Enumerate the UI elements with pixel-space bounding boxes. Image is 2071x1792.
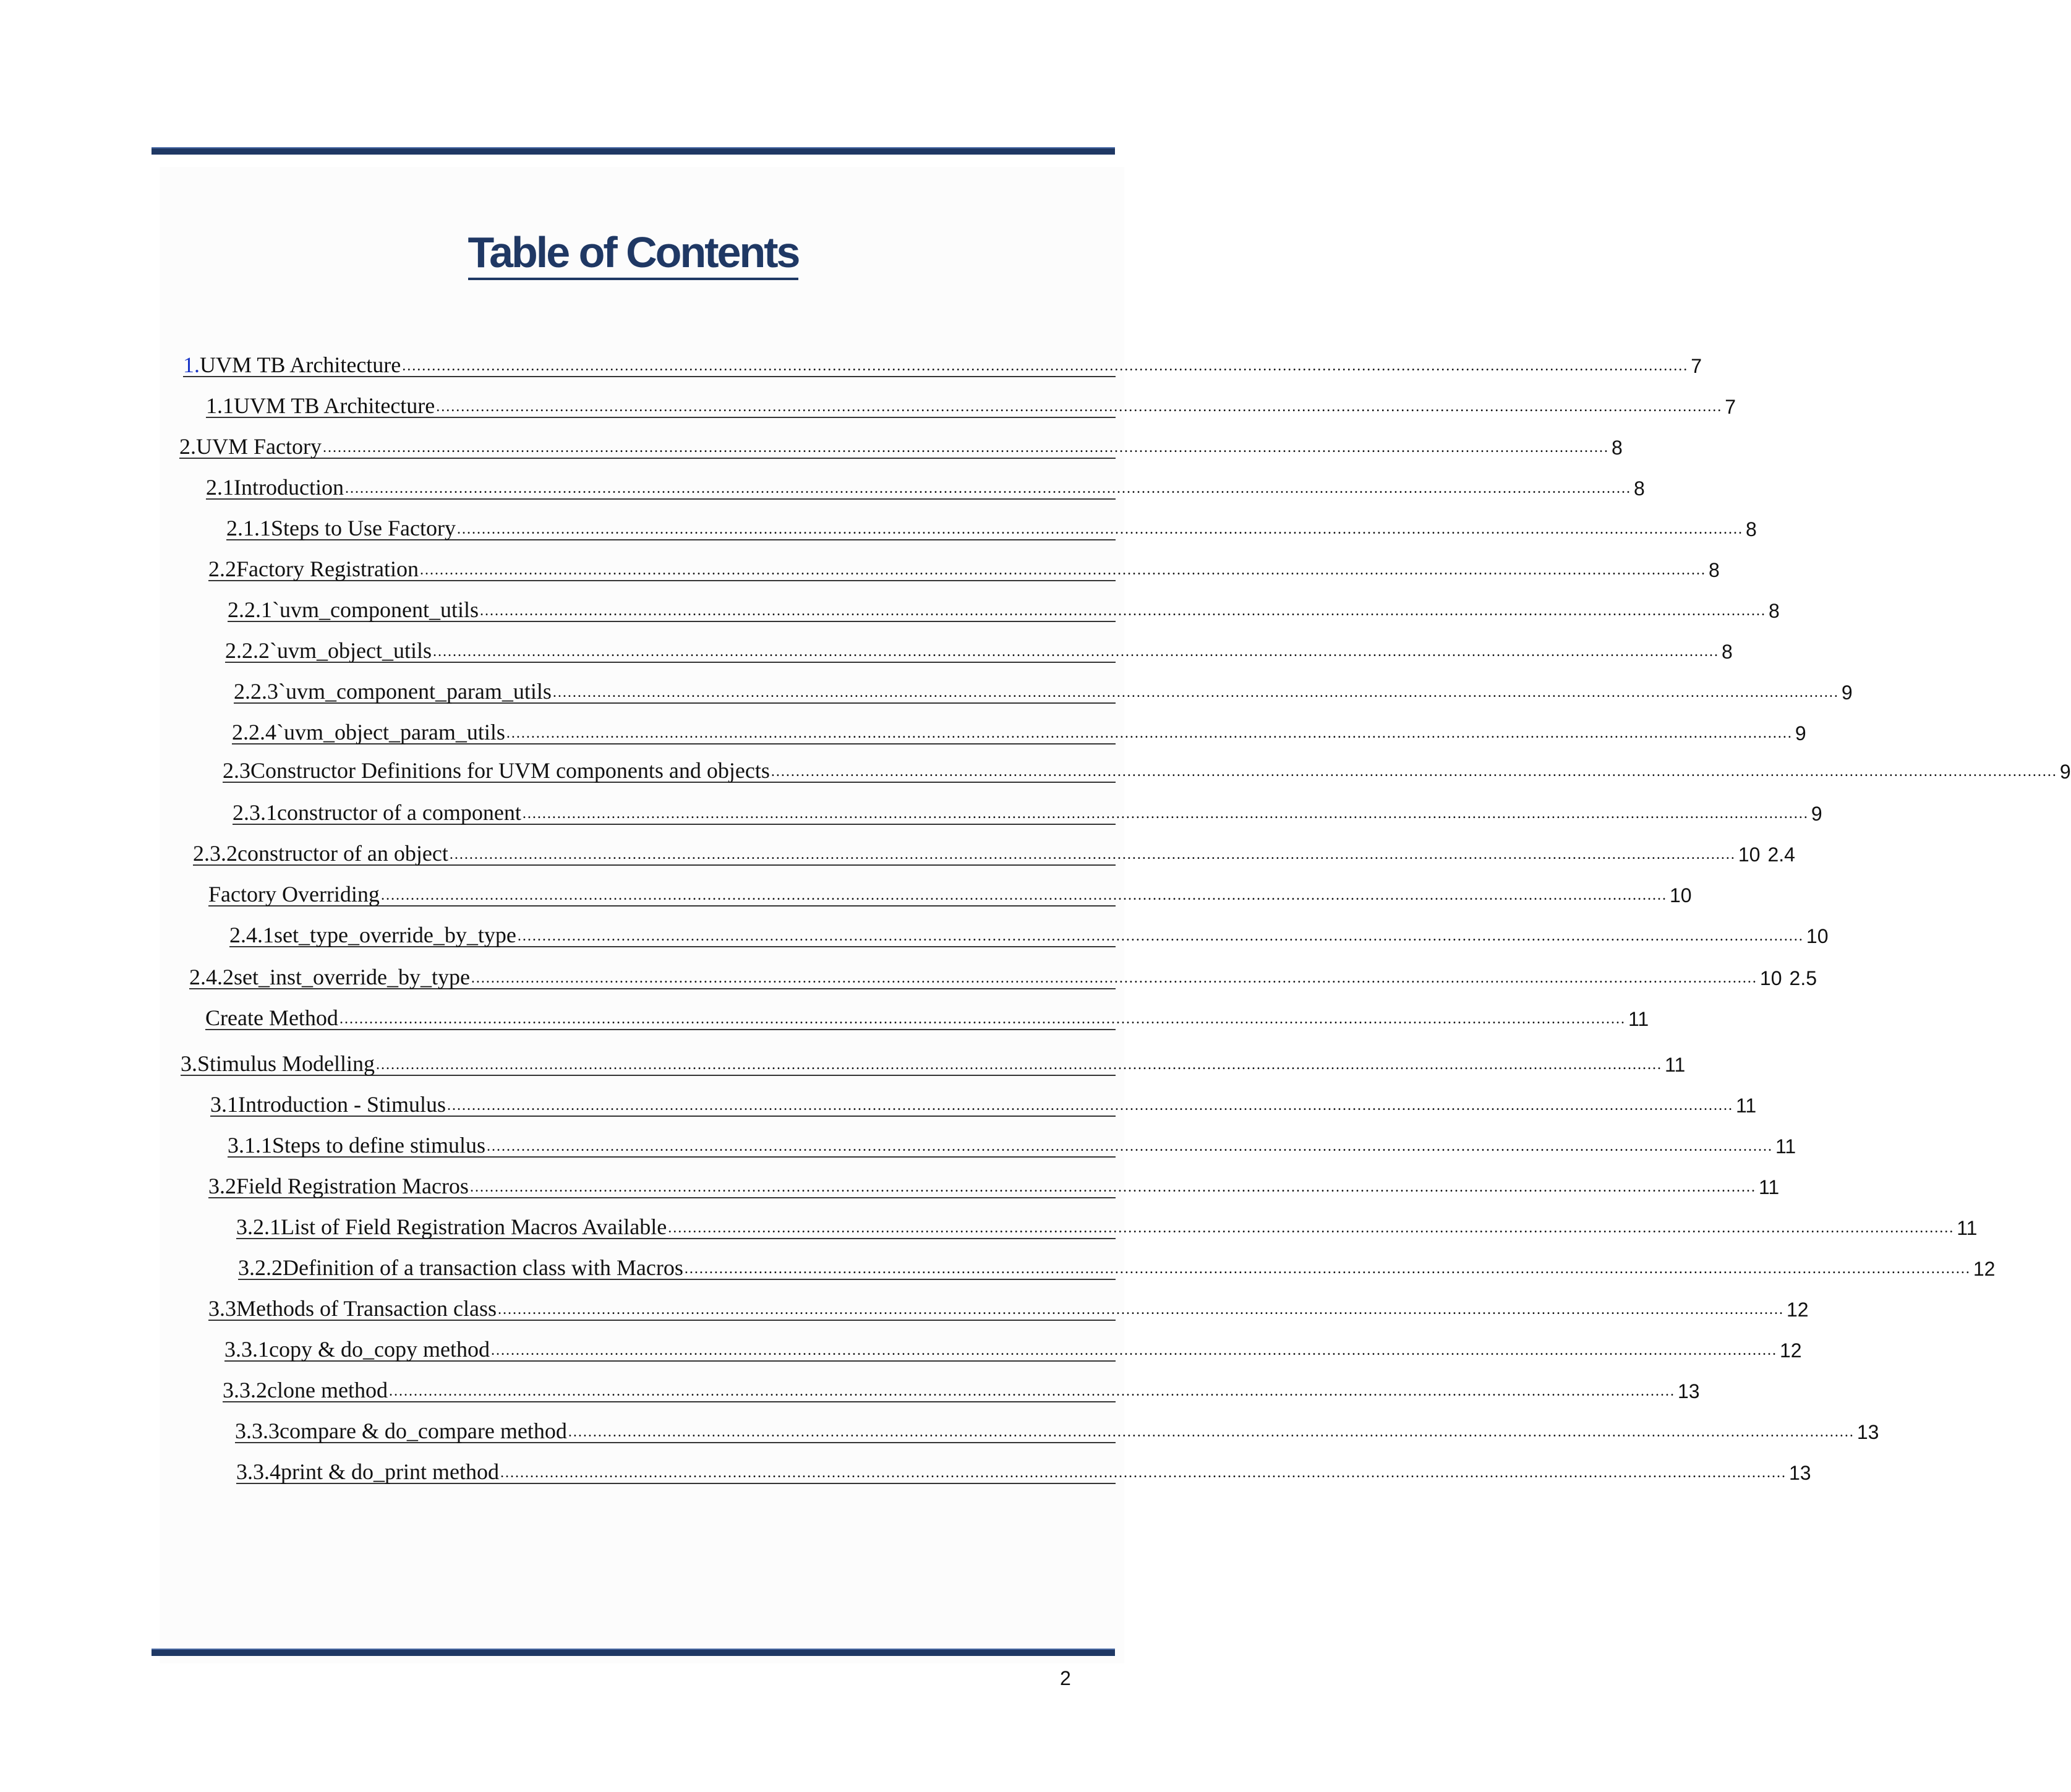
toc-entry-2-4-1[interactable]	[229, 918, 1829, 947]
toc-entry-page: 13	[1788, 1462, 1811, 1484]
toc-entry-number: 3.1	[210, 1092, 238, 1117]
toc-entry-1-1[interactable]	[206, 388, 1736, 418]
dot-leader: ....................................................................................................................................................................................................................................................................	[402, 358, 1689, 374]
toc-entry-page: 10	[1806, 925, 1829, 947]
toc-entry-2[interactable]	[179, 429, 1623, 459]
dot-leader: ....................................................................................................................................................................................................................................................................	[522, 806, 1809, 822]
toc-entry-number: 3.3.2	[223, 1378, 267, 1402]
toc-entry-title: Factory Registration	[236, 557, 419, 581]
toc-entry-number: 2.4.1	[229, 923, 274, 947]
toc-entry-title: constructor of an object	[237, 841, 448, 866]
toc-entry-number: 2.2.1	[228, 597, 272, 622]
toc-entry-title: clone method	[267, 1378, 388, 1402]
toc-entry-2-2-3[interactable]	[234, 674, 1853, 704]
toc-entry-title: print & do_print method	[281, 1459, 499, 1484]
dot-leader: ....................................................................................................................................................................................................................................................................	[322, 440, 1609, 456]
toc-wrapped-number: 2.4	[1767, 843, 1795, 866]
toc-entry-page: 8	[1633, 477, 1645, 500]
dot-leader: ....................................................................................................................................................................................................................................................................	[376, 1057, 1663, 1073]
toc-entry-page: 9	[1795, 722, 1806, 745]
toc-entry-number: 2.3	[223, 758, 250, 783]
dot-leader: ....................................................................................................................................................................................................................................................................	[668, 1220, 1955, 1236]
toc-entry-2-2-2[interactable]	[225, 633, 1733, 663]
toc-entry-number: 3.1.1	[228, 1133, 272, 1158]
dot-leader: ....................................................................................................................................................................................................................................................................	[388, 1383, 1675, 1399]
toc-entry-title: Field Registration Macros	[236, 1174, 469, 1198]
toc-entry-number: 3.2.2	[238, 1255, 283, 1280]
toc-entry-number: 2.	[179, 434, 196, 459]
page-number: 2	[1060, 1667, 1071, 1689]
toc-entry-number: 1.	[183, 352, 200, 377]
toc-entry-3-3-1[interactable]	[224, 1332, 1802, 1362]
toc-entry-number: 3.	[181, 1051, 197, 1076]
dot-leader: ....................................................................................................................................................................................................................................................................	[447, 1098, 1733, 1114]
toc-entry-title: Stimulus Modelling	[197, 1051, 375, 1076]
toc-entry-page: 13	[1856, 1421, 1879, 1443]
toc-entry-3-3[interactable]	[208, 1291, 1809, 1321]
toc-entry-3[interactable]	[181, 1046, 1686, 1076]
toc-entry-page: 12	[1779, 1339, 1802, 1362]
toc-entry-3-2-2[interactable]	[238, 1250, 1996, 1280]
toc-entry-page: 8	[1768, 600, 1780, 622]
toc-entry-3-3-3[interactable]	[235, 1414, 1879, 1443]
toc-entry-page: 9	[2059, 761, 2071, 783]
toc-entry-1[interactable]	[183, 348, 1702, 377]
toc-entry-page: 10	[1759, 967, 1782, 989]
toc-entry-number: 3.2	[208, 1174, 236, 1198]
dot-leader: ....................................................................................................................................................................................................................................................................	[500, 1465, 1787, 1481]
dot-leader: ....................................................................................................................................................................................................................................................................	[471, 970, 1757, 986]
toc-entry-page: 9	[1841, 681, 1853, 704]
toc-entry-page: 11	[1628, 1008, 1649, 1030]
toc-entry-title: List of Field Registration Macros Available	[281, 1214, 667, 1239]
dot-leader: ....................................................................................................................................................................................................................................................................	[684, 1261, 1971, 1277]
toc-entry-title: UVM Factory	[196, 434, 322, 459]
toc-entry-title: Introduction - Stimulus	[238, 1092, 446, 1117]
toc-entry-page: 11	[1957, 1217, 1978, 1239]
dot-leader: ....................................................................................................................................................................................................................................................................	[568, 1424, 1855, 1440]
toc-entry-page: 8	[1745, 518, 1757, 540]
toc-entry-title: Factory Overriding	[208, 882, 380, 907]
toc-entry-title: Create Method	[205, 1005, 338, 1030]
toc-entry-3-3-4[interactable]	[236, 1454, 1811, 1484]
toc-entry-3-1[interactable]	[210, 1087, 1757, 1117]
toc-entry-page: 12	[1973, 1258, 1996, 1280]
toc-entry-2-5[interactable]	[205, 1001, 1649, 1030]
toc-entry-page: 7	[1691, 355, 1702, 377]
toc-entry-title: Introduction	[234, 475, 344, 500]
toc-entry-2-3[interactable]	[223, 753, 2071, 783]
toc-entry-number: 3.3.1	[224, 1337, 269, 1362]
toc-entry-number: 2.3.1	[233, 800, 277, 825]
toc-entry-title: Definition of a transaction class with Macros	[283, 1255, 683, 1280]
toc-entry-title: Methods of Transaction class	[236, 1296, 497, 1321]
toc-entry-3-1-1[interactable]	[228, 1128, 1796, 1158]
dot-leader: ....................................................................................................................................................................................................................................................................	[487, 1138, 1773, 1154]
toc-entry-2-2-1[interactable]	[228, 592, 1780, 622]
dot-leader: ....................................................................................................................................................................................................................................................................	[339, 1011, 1626, 1027]
toc-entry-title: Steps to Use Factory	[271, 516, 456, 540]
toc-entry-title: UVM TB Architecture	[200, 352, 401, 377]
toc-entry-3-3-2[interactable]	[223, 1373, 1700, 1402]
dot-leader: ....................................................................................................................................................................................................................................................................	[552, 685, 1839, 701]
toc-entry-number: 1.1	[206, 393, 234, 418]
toc-entry-number: 2.2.3	[234, 679, 278, 704]
toc-entry-page: 7	[1725, 396, 1736, 418]
toc-entry-page: 11	[1665, 1054, 1686, 1076]
footer-rule	[152, 1649, 1115, 1656]
toc-entry-title: `uvm_component_param_utils	[278, 679, 552, 704]
dot-leader: ....................................................................................................................................................................................................................................................................	[344, 480, 1631, 497]
toc-entry-2-1-1[interactable]	[226, 511, 1757, 540]
dot-leader: ....................................................................................................................................................................................................................................................................	[436, 399, 1723, 415]
toc-entry-number: 2.1.1	[226, 516, 271, 540]
toc-entry-number: 2.1	[206, 475, 234, 500]
dot-leader: ....................................................................................................................................................................................................................................................................	[469, 1179, 1756, 1195]
toc-entry-title: set_type_override_by_type	[274, 923, 516, 947]
dot-leader: ....................................................................................................................................................................................................................................................................	[490, 1342, 1777, 1359]
dot-leader: ....................................................................................................................................................................................................................................................................	[479, 603, 1766, 619]
toc-entry-page: 10	[1669, 884, 1692, 907]
toc-entry-number: 2.2.2	[225, 638, 270, 663]
toc-entry-3-2-1[interactable]	[236, 1210, 1978, 1239]
toc-entry-page: 11	[1775, 1135, 1796, 1158]
toc-entry-title: copy & do_copy method	[269, 1337, 490, 1362]
dot-leader: ....................................................................................................................................................................................................................................................................	[497, 1302, 1784, 1318]
toc-entry-title: `uvm_object_utils	[270, 638, 432, 663]
toc-entry-number: 2.2	[208, 557, 236, 581]
toc-entry-title: constructor of a component	[277, 800, 521, 825]
toc-entry-page: 8	[1721, 641, 1733, 663]
toc-entry-title: UVM TB Architecture	[234, 393, 435, 418]
toc-entry-2-3-2[interactable]	[193, 836, 1795, 866]
dot-leader: ....................................................................................................................................................................................................................................................................	[432, 644, 1719, 660]
toc-entry-title: `uvm_object_param_utils	[276, 720, 505, 745]
toc-entry-number: 2.3.2	[193, 841, 237, 866]
toc-entry-number: 3.3	[208, 1296, 236, 1321]
dot-leader: ....................................................................................................................................................................................................................................................................	[771, 764, 2057, 780]
header-rule	[152, 147, 1115, 155]
toc-entry-number: 2.2.4	[232, 720, 276, 745]
toc-entry-title: Steps to define stimulus	[272, 1133, 485, 1158]
toc-entry-2-3-1[interactable]	[233, 795, 1822, 825]
dot-leader: ....................................................................................................................................................................................................................................................................	[449, 847, 1736, 863]
toc-entry-number: 3.2.1	[236, 1214, 281, 1239]
toc-entry-2-2[interactable]	[208, 552, 1720, 581]
dot-leader: ....................................................................................................................................................................................................................................................................	[380, 887, 1667, 903]
toc-entry-page: 10	[1738, 843, 1761, 866]
toc-entry-page: 9	[1811, 803, 1822, 825]
toc-entry-2-1[interactable]	[206, 470, 1645, 500]
dot-leader: ....................................................................................................................................................................................................................................................................	[456, 521, 1743, 537]
toc-entry-title: set_inst_override_by_type	[234, 965, 470, 989]
dot-leader: ....................................................................................................................................................................................................................................................................	[506, 725, 1793, 741]
toc-wrapped-number: 2.5	[1789, 967, 1817, 989]
toc-entry-page: 8	[1611, 437, 1623, 459]
toc-entry-page: 11	[1736, 1094, 1757, 1117]
toc-entry-page: 8	[1708, 559, 1720, 581]
toc-entry-page: 11	[1758, 1176, 1780, 1198]
toc-entry-title: compare & do_compare method	[280, 1419, 567, 1443]
toc-entry-page: 13	[1677, 1380, 1700, 1402]
dot-leader: ....................................................................................................................................................................................................................................................................	[517, 928, 1804, 944]
toc-entry-title: `uvm_component_utils	[272, 597, 479, 622]
dot-leader: ....................................................................................................................................................................................................................................................................	[419, 562, 1706, 578]
toc-entry-2-4[interactable]	[208, 877, 1692, 907]
toc-entry-number: 3.3.4	[236, 1459, 281, 1484]
toc-entry-number: 2.4.2	[189, 965, 234, 989]
toc-entry-page: 12	[1786, 1299, 1809, 1321]
toc-entry-title: Constructor Definitions for UVM components and objects	[250, 758, 770, 783]
toc-entry-3-2[interactable]	[208, 1169, 1780, 1198]
toc-entry-number: 3.3.3	[235, 1419, 280, 1443]
toc-entry-2-2-4[interactable]	[232, 715, 1806, 745]
page-title: Table of Contents	[0, 228, 1266, 277]
toc-entry-2-4-2[interactable]	[189, 960, 1817, 989]
